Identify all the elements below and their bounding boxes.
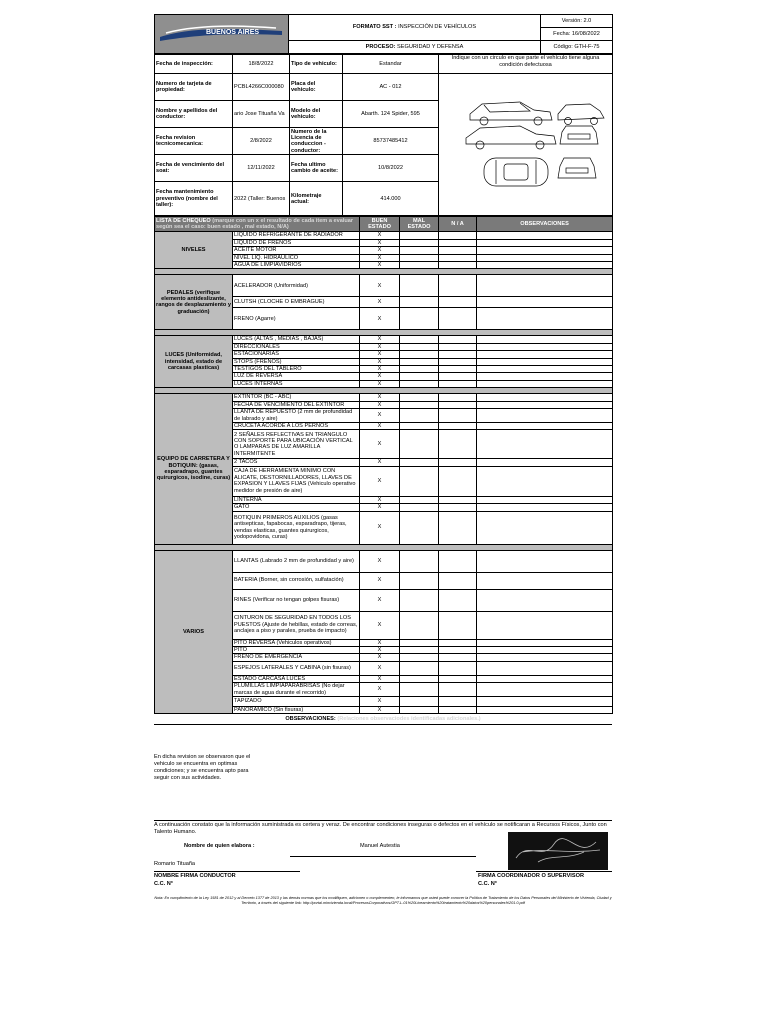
observation-cell[interactable] [477, 504, 613, 511]
col-buen-estado: BUEN ESTADO [360, 217, 400, 232]
aceite-value: 10/8/2022 [343, 155, 439, 182]
section-label: PEDALES (verifique elemento antideslizante, rangos de desplazamiento y graduación) [155, 275, 233, 330]
item-label: DIRECCIONALES [233, 343, 360, 350]
checklist-row [155, 550, 613, 572]
observation-cell[interactable] [477, 247, 613, 254]
header-date: Fecha: 16/08/2022 [541, 28, 613, 41]
observation-cell[interactable] [477, 275, 613, 297]
observation-cell[interactable] [477, 589, 613, 611]
na-cell[interactable] [439, 409, 477, 423]
mal-estado-cell[interactable] [400, 572, 439, 589]
statement: A continuación constato que la información suministrada es certera y veraz. De encontrar condiciones inseguras o defectos en el vehículo se notificaran a Recursos Físicos, Junto con Talento Humano. [154, 822, 607, 835]
section-label: VARIOS [155, 550, 233, 714]
buen-estado-mark[interactable]: X [360, 343, 400, 350]
tecno-label: Fecha revision tecnicomecanica: [155, 128, 233, 155]
buen-estado-mark[interactable]: X [360, 336, 400, 343]
item-label: STOPS (FRENOS) [233, 358, 360, 365]
buen-estado-mark[interactable]: X [360, 422, 400, 429]
buen-estado-mark[interactable]: X [360, 696, 400, 706]
item-label: CINTURON DE SEGURIDAD EN TODOS LOS PUESTOS (Ajuste de hebillas, estado de correas, anclajes a piso y parales, prueba de impacto) [233, 611, 360, 639]
observation-cell[interactable] [477, 409, 613, 423]
coord-line [476, 871, 612, 872]
buen-estado-mark[interactable]: X [360, 275, 400, 297]
mal-estado-cell[interactable] [400, 373, 439, 380]
observation-cell[interactable] [477, 401, 613, 408]
buen-estado-mark[interactable]: X [360, 351, 400, 358]
item-label: NIVEL LIQ. HIDRAULICO [233, 254, 360, 261]
elabora-line [290, 856, 476, 857]
item-label: 2 SEÑALES REFLECTIVAS EN TRIANGULO CON SOPORTE PARA UBICACIÓN VERTICAL O LAMPARAS DE LUZ AMARILLA INTERMITENTE [233, 430, 360, 459]
mal-estado-cell[interactable] [400, 308, 439, 330]
section-label: LUCES (Uniformidad, intensidad, estado de carcasas plasticas) [155, 336, 233, 388]
buen-estado-mark[interactable]: X [360, 358, 400, 365]
mal-estado-cell[interactable] [400, 661, 439, 675]
tecno-value: 2/8/2022 [233, 128, 290, 155]
observation-cell[interactable] [477, 422, 613, 429]
observation-cell[interactable] [477, 262, 613, 269]
conductor-value: ario Jose Tituaña Va [233, 101, 290, 128]
buen-estado-mark[interactable]: X [360, 675, 400, 682]
mal-estado-cell[interactable] [400, 358, 439, 365]
observations-label: OBSERVACIONES: [285, 715, 336, 722]
section-label: EQUIPO DE CARRETERA Y BOTIQUIN: (gasas, esparadrapo, guantes quirurgicos, isodine, curas) [155, 394, 233, 544]
observation-cell[interactable] [477, 611, 613, 639]
buen-estado-mark[interactable]: X [360, 504, 400, 511]
na-cell[interactable] [439, 459, 477, 466]
item-label: 2 TACOS [233, 459, 360, 466]
elabora-label: Nombre de quien elabora : [184, 843, 255, 849]
na-cell[interactable] [439, 661, 477, 675]
na-cell[interactable] [439, 589, 477, 611]
mal-estado-cell[interactable] [400, 254, 439, 261]
buen-estado-mark[interactable]: X [360, 466, 400, 496]
mal-estado-cell[interactable] [400, 351, 439, 358]
na-cell[interactable] [439, 504, 477, 511]
logo-icon [156, 15, 288, 51]
observation-cell[interactable] [477, 696, 613, 706]
na-cell[interactable] [439, 550, 477, 572]
item-label: ESPEJOS LATERALES Y CABINA (sin fisuras) [233, 661, 360, 675]
mal-estado-cell[interactable] [400, 675, 439, 682]
observation-cell[interactable] [477, 297, 613, 308]
na-cell[interactable] [439, 466, 477, 496]
na-cell[interactable] [439, 254, 477, 261]
item-label: LLANTA DE REPUESTO (2 mm de profundidad de labrado y aire) [233, 409, 360, 423]
buen-estado-mark[interactable]: X [360, 394, 400, 401]
observation-cell[interactable] [477, 496, 613, 503]
na-cell[interactable] [439, 275, 477, 297]
item-label: LIQUIDO REFRIGERANTE DE RADIADOR [233, 232, 360, 239]
item-label: ESTACIONARIAS [233, 351, 360, 358]
tarjeta-label: Numero de tarjeta de propiedad: [155, 74, 233, 101]
mal-estado-cell[interactable] [400, 430, 439, 459]
driver-line [154, 871, 300, 872]
buen-estado-mark[interactable]: X [360, 401, 400, 408]
col-mal-estado: MAL ESTADO [400, 217, 439, 232]
mal-estado-cell[interactable] [400, 646, 439, 653]
observation-cell[interactable] [477, 511, 613, 544]
tarjeta-value: PCBL4266C000080 [233, 74, 290, 101]
item-label: CAJA DE HERRAMIENTA MINIMO CON ALICATE, DESTORNILLADORES, LLAVES DE EXPASION Y LLAVES FIJAS (Vehiculo operativo medidor de presión de aire) [233, 466, 360, 496]
observations-hint: (Relaciones observaciodes identificadas adicionales.) [337, 715, 481, 722]
buen-estado-mark[interactable]: X [360, 459, 400, 466]
observation-cell[interactable] [477, 550, 613, 572]
observation-cell[interactable] [477, 394, 613, 401]
na-cell[interactable] [439, 394, 477, 401]
buen-estado-mark[interactable]: X [360, 611, 400, 639]
buen-estado-mark[interactable]: X [360, 683, 400, 697]
na-cell[interactable] [439, 511, 477, 544]
mal-estado-cell[interactable] [400, 275, 439, 297]
mal-estado-cell[interactable] [400, 466, 439, 496]
inspection-sheet [154, 14, 612, 725]
item-label: LINTERNA [233, 496, 360, 503]
buen-estado-mark[interactable]: X [360, 511, 400, 544]
mal-estado-cell[interactable] [400, 394, 439, 401]
mal-estado-cell[interactable] [400, 239, 439, 246]
item-label: ACEITE MOTOR [233, 247, 360, 254]
observation-cell[interactable] [477, 336, 613, 343]
na-cell[interactable] [439, 401, 477, 408]
buen-estado-mark[interactable]: X [360, 496, 400, 503]
modelo-value: Abarth. 124 Spider, 595 [343, 101, 439, 128]
tipo-vehiculo-label: Tipo de vehiculo: [290, 55, 343, 74]
checklist-row [155, 336, 613, 343]
buen-estado-mark[interactable]: X [360, 430, 400, 459]
legal-note: Nota: En cumplimiento de la Ley 1581 de 2012 y al Decreto 1377 de 2013 y las demás normas que los modifiquen, adicionen o complementen, le informamos que usted puede conocer la Política de Tratamiento de los Datos Personales del Ministerio de Vivienda, Ciudad y Territorio, a través del siguiente link: http://portal.minvivienda.local/ProcesosCorporativos/GPT-L-01%20Lineamiento%20tratamiento%20datos%20personales%201.0.pdf [154, 896, 612, 905]
item-label: AGUA DE LIMPIAVIDRIOS [233, 262, 360, 269]
logo-text: BUENOS AIRES [206, 29, 260, 36]
placa-value: AC - 012 [343, 74, 439, 101]
buen-estado-mark[interactable]: X [360, 409, 400, 423]
na-cell[interactable] [439, 430, 477, 459]
firma-coordinador: FIRMA COORDINADOR O SUPERVISOR [478, 873, 584, 879]
item-label: FECHA DE VENCIMIENTO DEL EXTINTOR [233, 401, 360, 408]
observation-cell[interactable] [477, 639, 613, 646]
buen-estado-mark[interactable]: X [360, 254, 400, 261]
na-cell[interactable] [439, 380, 477, 387]
na-cell[interactable] [439, 297, 477, 308]
na-cell[interactable] [439, 572, 477, 589]
mant-value: 2022 (Taller: Buenos [233, 182, 290, 216]
observation-cell[interactable] [477, 254, 613, 261]
checklist-title: LISTA DE CHEQUEO (marque con un x el resultado de cada item a evaluar según sea el caso: buen estado , mal estado, N/A) [155, 217, 360, 232]
buen-estado-mark[interactable]: X [360, 572, 400, 589]
observation-cell[interactable] [477, 373, 613, 380]
na-cell[interactable] [439, 239, 477, 246]
item-label: GATO [233, 504, 360, 511]
mal-estado-cell[interactable] [400, 459, 439, 466]
na-cell[interactable] [439, 351, 477, 358]
item-label: TESTIGOS DEL TABLERO [233, 366, 360, 373]
licencia-value: 85737485412 [343, 128, 439, 155]
buen-estado-mark[interactable]: X [360, 706, 400, 713]
licencia-label: Numero de la Licencia de conduccion - conductor: [290, 128, 343, 155]
na-cell[interactable] [439, 675, 477, 682]
mant-label: Fecha mantenimiento preventivo (nombre del taller): [155, 182, 233, 216]
observation-cell[interactable] [477, 351, 613, 358]
buen-estado-mark[interactable]: X [360, 639, 400, 646]
mal-estado-cell[interactable] [400, 422, 439, 429]
observations-text: En dicha revision se observaron que el vehiculo se encuentra en optimas condiciones; y se encuentra apto para seguir con sus actividades. [154, 754, 251, 781]
na-cell[interactable] [439, 343, 477, 350]
soat-label: Fecha de vencimiento del soat: [155, 155, 233, 182]
item-label: TAPIZADO [233, 696, 360, 706]
na-cell[interactable] [439, 696, 477, 706]
fecha-inspeccion-label: Fecha de inspección: [155, 55, 233, 74]
version: Versión: 2.0 [541, 15, 613, 28]
observation-cell[interactable] [477, 232, 613, 239]
mal-estado-cell[interactable] [400, 589, 439, 611]
item-label: LUZ DE REVERSA [233, 373, 360, 380]
elabora-value: Manuel Autestia [360, 843, 400, 849]
buen-estado-mark[interactable]: X [360, 654, 400, 661]
observation-cell[interactable] [477, 366, 613, 373]
mal-estado-cell[interactable] [400, 247, 439, 254]
section-label: NIVELES [155, 232, 233, 269]
mal-estado-cell[interactable] [400, 511, 439, 544]
buen-estado-mark[interactable]: X [360, 646, 400, 653]
checklist-row [155, 232, 613, 239]
buen-estado-mark[interactable]: X [360, 308, 400, 330]
mal-estado-cell[interactable] [400, 262, 439, 269]
na-cell[interactable] [439, 232, 477, 239]
mal-estado-cell[interactable] [400, 297, 439, 308]
buen-estado-mark[interactable]: X [360, 247, 400, 254]
buen-estado-mark[interactable]: X [360, 366, 400, 373]
mal-estado-cell[interactable] [400, 336, 439, 343]
cc-conductor: C.C. N° [154, 881, 174, 887]
buen-estado-mark[interactable]: X [360, 550, 400, 572]
buen-estado-mark[interactable]: X [360, 589, 400, 611]
modelo-label: Modelo del vehiculo: [290, 101, 343, 128]
item-label: PITO REVERSA (Vehiculos operativos) [233, 639, 360, 646]
observations-header [154, 714, 612, 725]
item-label: FRENO (Agarre) [233, 308, 360, 330]
item-label: FRENO DE EMERGENCIA [233, 654, 360, 661]
km-value: 414.000 [343, 182, 439, 216]
na-cell[interactable] [439, 308, 477, 330]
na-cell[interactable] [439, 496, 477, 503]
na-cell[interactable] [439, 262, 477, 269]
tipo-vehiculo-value: Estandar [343, 55, 439, 74]
checklist-row [155, 275, 613, 297]
vehicle-diagram-cell [439, 74, 613, 216]
item-label: ACELERADOR (Uniformidad) [233, 275, 360, 297]
item-label: PITO [233, 646, 360, 653]
info-table [154, 54, 613, 216]
item-label: CRUCETA ACORDE A LOS PERNOS [233, 422, 360, 429]
na-cell[interactable] [439, 336, 477, 343]
divider [154, 820, 612, 821]
mal-estado-cell[interactable] [400, 496, 439, 503]
driver-name: Romario Tituaña [154, 861, 196, 867]
fecha-inspeccion-value: 18/8/2022 [233, 55, 290, 74]
na-cell[interactable] [439, 706, 477, 713]
checklist-row [155, 394, 613, 401]
observation-cell[interactable] [477, 661, 613, 675]
instruction: Indique con un circulo en que parte el vehículo tiene alguna condición defectuosa [439, 55, 613, 74]
km-label: Kilometraje actual: [290, 182, 343, 216]
company-logo [155, 15, 289, 54]
observation-cell[interactable] [477, 358, 613, 365]
na-cell[interactable] [439, 646, 477, 653]
observation-cell[interactable] [477, 466, 613, 496]
mal-estado-cell[interactable] [400, 366, 439, 373]
na-cell[interactable] [439, 654, 477, 661]
buen-estado-mark[interactable]: X [360, 661, 400, 675]
observation-cell[interactable] [477, 706, 613, 713]
observation-cell[interactable] [477, 308, 613, 330]
buen-estado-mark[interactable]: X [360, 380, 400, 387]
aceite-label: Fecha ultimo cambio de aceite: [290, 155, 343, 182]
col-observaciones: OBSERVACIONES [477, 217, 613, 232]
conductor-label: Nombre y apellidos del conductor: [155, 101, 233, 128]
na-cell[interactable] [439, 358, 477, 365]
mal-estado-cell[interactable] [400, 380, 439, 387]
mal-estado-cell[interactable] [400, 550, 439, 572]
buen-estado-mark[interactable]: X [360, 239, 400, 246]
col-na: N / A [439, 217, 477, 232]
item-label: LUCES INTERNAS [233, 380, 360, 387]
header-table [154, 14, 613, 54]
process-title: PROCESO: SEGURIDAD Y DEFENSA [289, 41, 541, 54]
code: Código: GTH-F-75 [541, 41, 613, 54]
soat-value: 12/11/2022 [233, 155, 290, 182]
observation-cell[interactable] [477, 380, 613, 387]
na-cell[interactable] [439, 373, 477, 380]
item-label: ESTADO CARCASA LUCES [233, 675, 360, 682]
mal-estado-cell[interactable] [400, 654, 439, 661]
observation-cell[interactable] [477, 572, 613, 589]
buen-estado-mark[interactable]: X [360, 262, 400, 269]
observation-cell[interactable] [477, 683, 613, 697]
checklist-table [154, 216, 613, 714]
supervisor-signature [508, 832, 608, 870]
observation-cell[interactable] [477, 459, 613, 466]
na-cell[interactable] [439, 366, 477, 373]
item-label: CLUTSH (CLOCHE O EMBRAGUE) [233, 297, 360, 308]
na-cell[interactable] [439, 683, 477, 697]
na-cell[interactable] [439, 247, 477, 254]
mal-estado-cell[interactable] [400, 696, 439, 706]
observation-cell[interactable] [477, 430, 613, 459]
firma-conductor: NOMBRE FIRMA CONDUCTOR [154, 873, 236, 879]
mal-estado-cell[interactable] [400, 409, 439, 423]
item-label: BATERIA (Borner, sin corrosión, sulfatación) [233, 572, 360, 589]
observation-cell[interactable] [477, 239, 613, 246]
format-title: FORMATO SST : INSPECCIÓN DE VEHÍCULOS [289, 15, 541, 41]
item-label: LUCES (ALTAS , MEDIAS , BAJAS) [233, 336, 360, 343]
buen-estado-mark[interactable]: X [360, 232, 400, 239]
mal-estado-cell[interactable] [400, 232, 439, 239]
mal-estado-cell[interactable] [400, 706, 439, 713]
observation-cell[interactable] [477, 343, 613, 350]
item-label: PANORAMICO (Sin fisuras) [233, 706, 360, 713]
observation-cell[interactable] [477, 675, 613, 682]
buen-estado-mark[interactable]: X [360, 297, 400, 308]
item-label: RINES (Verificar no tengan golpes fisuras) [233, 589, 360, 611]
item-label: LLANTAS (Labrado 2 mm de profundidad y aire) [233, 550, 360, 572]
item-label: BOTIQUIN PRIMEROS AUXILIOS (gasas antisepticas, fapabocas, esparadrapo, tijeras, vendas elasticas, guantes quirurgicos, yodopovidona, curas) [233, 511, 360, 544]
item-label: LIQUIDO DE FRENOS [233, 239, 360, 246]
mal-estado-cell[interactable] [400, 639, 439, 646]
mal-estado-cell[interactable] [400, 611, 439, 639]
mal-estado-cell[interactable] [400, 401, 439, 408]
cc-coordinador: C.C. N° [478, 881, 498, 887]
mal-estado-cell[interactable] [400, 504, 439, 511]
na-cell[interactable] [439, 639, 477, 646]
placa-label: Placa del vehiculo: [290, 74, 343, 101]
mal-estado-cell[interactable] [400, 683, 439, 697]
item-label: EXTINTOR (BC - ABC) [233, 394, 360, 401]
mal-estado-cell[interactable] [400, 343, 439, 350]
observation-cell[interactable] [477, 654, 613, 661]
buen-estado-mark[interactable]: X [360, 373, 400, 380]
observation-cell[interactable] [477, 646, 613, 653]
na-cell[interactable] [439, 422, 477, 429]
na-cell[interactable] [439, 611, 477, 639]
item-label: PLUMILLAS LIMPIAPARABRISAS (No dejar marcas de agua durante el recorrido) [233, 683, 360, 697]
vehicle-diagram [440, 74, 612, 202]
